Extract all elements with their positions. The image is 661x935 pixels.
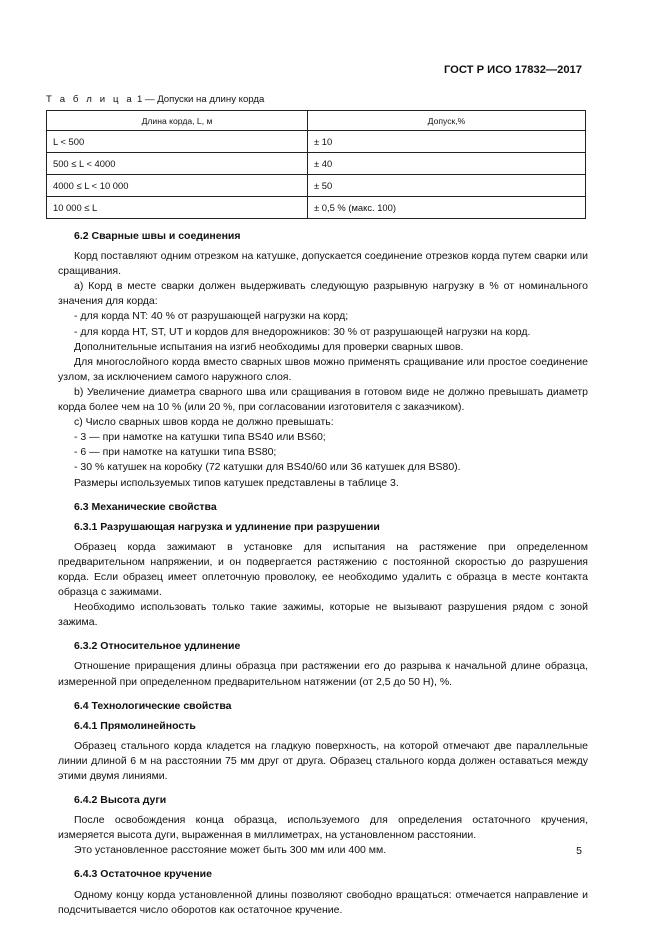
document-body — [58, 227, 588, 918]
tolerance-table — [46, 110, 586, 219]
cell-tolerance: ± 40 — [308, 153, 586, 175]
subsection-heading: 6.4.2 Высота дуги — [74, 794, 167, 807]
cell-tolerance: ± 50 — [308, 175, 586, 197]
cell-length: 500 ≤ L < 4000 — [47, 153, 308, 175]
paragraph: Отношение приращения длины образца при растяжении его до разрыва к начальной длине образца, измеренной при определенном предварительном натяжении (от 2,5 до 50 Н), %. — [58, 660, 588, 688]
table-row — [47, 153, 586, 175]
table-caption-prefix: Т а б л и ц а — [46, 94, 135, 105]
column-header-tolerance: Допуск,% — [308, 111, 586, 131]
paragraph: с) Число сварных швов корда не должно превышать: — [74, 416, 334, 429]
paragraph: Образец корда зажимают в установке для испытания на растяжение при определенном предварительном напряжении, и он подвергается растяжению с постоянной скоростью до разрушения корда. Если образец имеет оплеточную проволоку, ее необходимо удалить с образца в месте контакта образца с зажимами. — [58, 540, 588, 599]
cell-length: L < 500 — [47, 131, 308, 153]
list-item: - 6 — при намотке на катушки типа BS80; — [74, 446, 277, 459]
paragraph: b) Увеличение диаметра сварного шва или сращивания в готовом виде не должно превышать диаметр корда более чем на 10 % (или 20 %, при согласовании изготовителя с заказчиком). — [58, 385, 588, 414]
table-row — [47, 175, 586, 197]
subsection-heading: 6.4.3 Остаточное кручение — [74, 868, 212, 881]
subsection-heading: 6.3.1 Разрушающая нагрузка и удлинение при разрушении — [74, 520, 380, 533]
column-header-length: Длина корда, L, м — [47, 111, 308, 131]
paragraph: Образец стального корда кладется на гладкую поверхность, на которой отмечают две параллельные линии длиной 6 м на расстоянии 75 мм друг от друга. Образец стального корда должен оставаться между этими двумя линиями. — [58, 739, 588, 782]
paragraph: Это установленное расстояние может быть 300 мм или 400 мм. — [74, 844, 387, 857]
list-item: - для корда HT, ST, UT и кордов для внедорожников: 30 % от разрушающей нагрузки на корд. — [74, 325, 531, 338]
paragraph: Для многослойного корда вместо сварных швов можно применять сращивание или простое соединение узлом, за исключением самого наружного слоя. — [58, 355, 588, 383]
cell-tolerance: ± 0,5 % (макс. 100) — [308, 197, 586, 219]
list-item: - для корда NT: 40 % от разрушающей нагрузки на корд; — [74, 310, 349, 323]
table-row — [47, 197, 586, 219]
cell-length: 4000 ≤ L < 10 000 — [47, 175, 308, 197]
table-row — [47, 131, 586, 153]
section-heading: 6.3 Механические свойства — [74, 500, 217, 513]
table-header-row — [47, 111, 586, 131]
paragraph: Одному концу корда установленной длины позволяют свободно вращаться: отмечается направление и подсчитывается число оборотов как остаточное кручение. — [58, 888, 588, 916]
list-item: - 30 % катушек на коробку (72 катушки для BS40/60 или 36 катушек для BS80). — [74, 461, 461, 474]
document-id: ГОСТ Р ИСО 17832—2017 — [443, 64, 582, 76]
cell-length: 10 000 ≤ L — [47, 197, 308, 219]
paragraph: После освобождения конца образца, используемого для определения остаточного кручения, измеряется высота дуги, выраженная в миллиметрах, на установленном расстоянии. — [58, 814, 588, 842]
table-caption-text: 1 — Допуски на длину корда — [134, 94, 265, 105]
section-heading: 6.4 Технологические свойства — [74, 699, 232, 712]
paragraph: а) Корд в месте сварки должен выдерживать следующую разрывную нагрузку в % от номинального значения для корда: — [58, 280, 588, 308]
paragraph: Дополнительные испытания на изгиб необходимы для проверки сварных швов. — [74, 340, 464, 353]
cell-tolerance: ± 10 — [308, 131, 586, 153]
page-number: 5 — [576, 845, 582, 857]
subsection-heading: 6.4.1 Прямолинейность — [74, 719, 196, 732]
list-item: - 3 — при намотке на катушки типа BS40 или BS60; — [74, 431, 326, 444]
section-heading: 6.2 Сварные швы и соединения — [74, 230, 241, 242]
table-caption — [46, 94, 264, 105]
paragraph: Корд поставляют одним отрезком на катушке, допускается соединение отрезков корда путем сварки или сращивания. — [58, 250, 588, 278]
paragraph: Размеры используемых типов катушек представлены в таблице 3. — [74, 476, 399, 489]
subsection-heading: 6.3.2 Относительное удлинение — [74, 640, 241, 653]
paragraph: Необходимо использовать только такие зажимы, которые не вызывают разрушения рядом с зоной зажима. — [58, 601, 588, 629]
